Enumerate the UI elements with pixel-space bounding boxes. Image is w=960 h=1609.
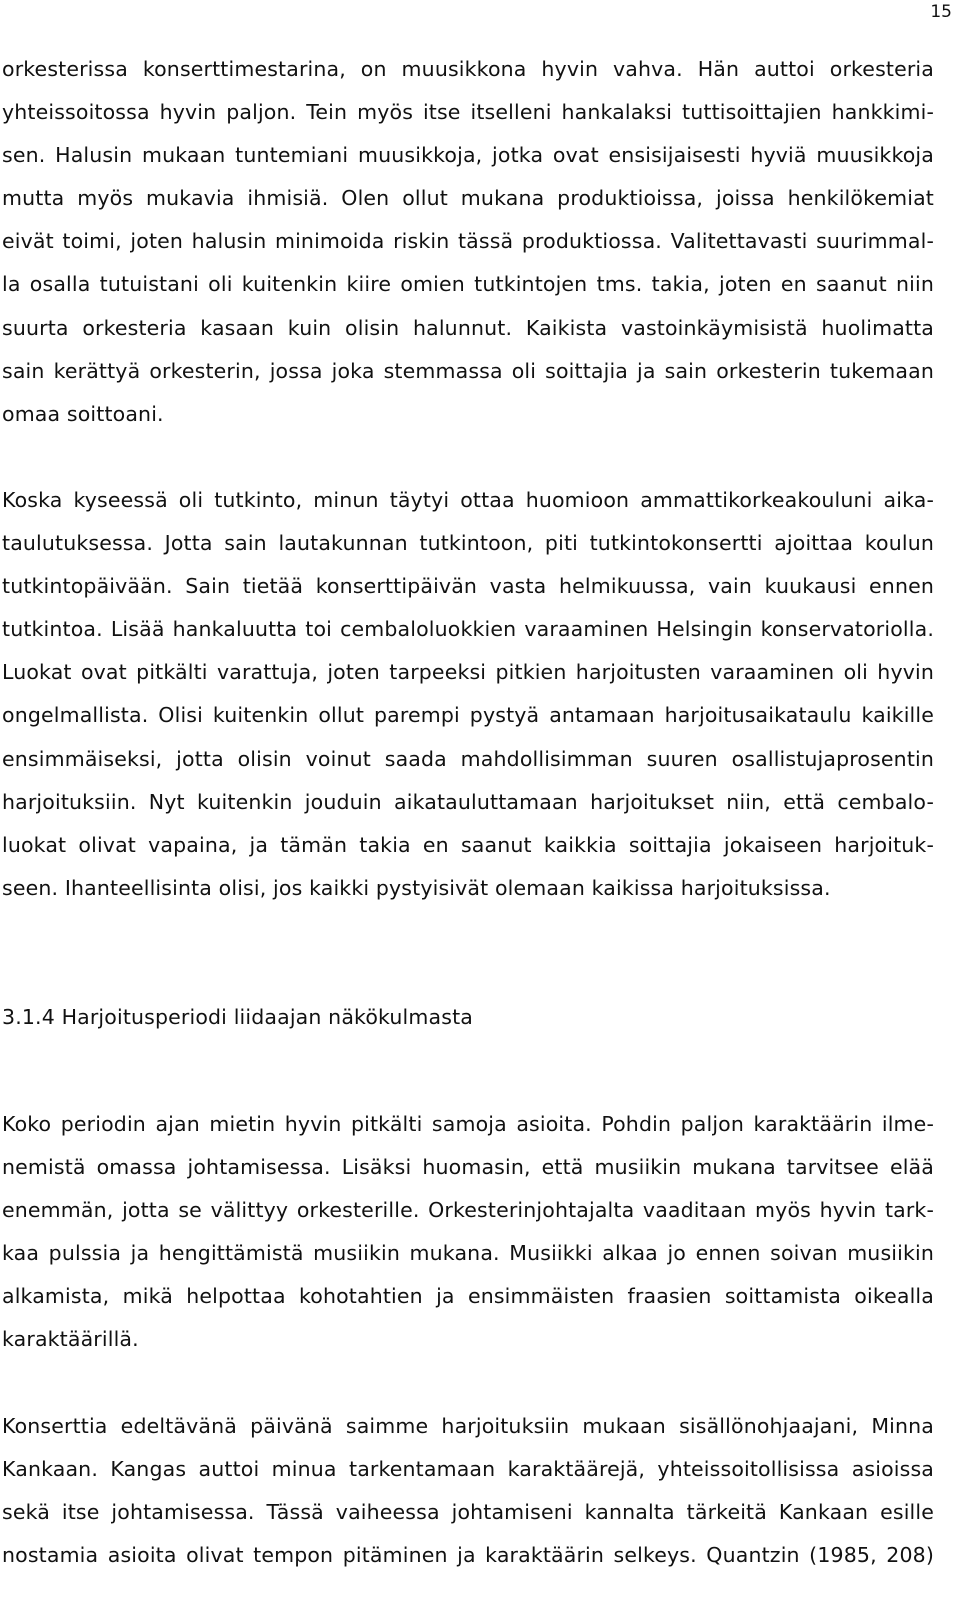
section-heading: 3.1.4 Harjoitusperiodi liidaajan näkökulmasta — [2, 1004, 473, 1029]
text-line: taulutuksessa. Jotta sain lautakunnan tutkintoon, piti tutkintokonsertti ajoittaa koulun — [2, 531, 934, 556]
text-line: la osalla tutuistani oli kuitenkin kiire omien tutkintojen tms. takia, joten en saanut niin — [2, 272, 934, 297]
section-gap — [2, 1039, 934, 1103]
document-body — [2, 48, 934, 1577]
text-line: Luokat ovat pitkälti varattuja, joten tarpeeksi pitkien harjoitusten varaaminen oli hyvin — [2, 660, 934, 685]
text-line: yhteissoitossa hyvin paljon. Tein myös itse itselleni hankalaksi tuttisoittajien hankkimi- — [2, 100, 934, 125]
text-line: mutta myös mukavia ihmisiä. Olen ollut mukana produktioissa, joissa henkilökemiat — [2, 186, 934, 211]
text-line: nostamia asioita olivat tempon pitäminen ja karaktäärin selkeys. Quantzin (1985, 208) — [2, 1542, 934, 1567]
text-line: tutkintopäivään. Sain tietää konserttipäivän vasta helmikuussa, vain kuukausi ennen — [2, 574, 934, 599]
text-line: harjoituksiin. Nyt kuitenkin jouduin aikatauluttamaan harjoitukset niin, että cembalo- — [2, 789, 934, 814]
text-line: Kankaan. Kangas auttoi minua tarkentamaan karaktäärejä, yhteissoitollisissa asioissa — [2, 1456, 934, 1481]
paragraph — [2, 1103, 934, 1362]
paragraph — [2, 479, 934, 910]
text-line: luokat olivat vapaina, ja tämän takia en saanut kaikkia soittajia jokaiseen harjoituk- — [2, 832, 934, 857]
text-line: omaa soittoani. — [2, 401, 164, 426]
paragraph-gap — [2, 436, 934, 479]
text-line: ongelmallista. Olisi kuitenkin ollut parempi pystyä antamaan harjoitusaikataulu kaikille — [2, 703, 934, 728]
page-number: 15 — [930, 2, 952, 22]
text-line: Koska kyseessä oli tutkinto, minun täytyi ottaa huomioon ammattikorkeakouluni aika- — [2, 487, 934, 512]
section-gap — [2, 974, 934, 996]
text-line: seen. Ihanteellisinta olisi, jos kaikki pystyisivät olemaan kaikissa harjoituksissa. — [2, 875, 831, 900]
paragraph — [2, 1405, 934, 1577]
paragraph-gap — [2, 1362, 934, 1405]
text-line: karaktäärillä. — [2, 1327, 139, 1352]
text-line: sain kerättyä orkesterin, jossa joka stemmassa oli soittajia ja sain orkesterin tukemaan — [2, 358, 934, 383]
section-gap — [2, 910, 934, 974]
text-line: sekä itse johtamisessa. Tässä vaiheessa johtamiseni kannalta tärkeitä Kankaan esille — [2, 1499, 934, 1524]
text-line: alkamista, mikä helpottaa kohotahtien ja ensimmäisten fraasien soittamista oikealla — [2, 1284, 934, 1309]
text-line: sen. Halusin mukaan tuntemiani muusikkoja, jotka ovat ensisijaisesti hyviä muusikkoja — [2, 143, 934, 168]
paragraph — [2, 48, 934, 436]
text-line: enemmän, jotta se välittyy orkesterille. Orkesterinjohtajalta vaaditaan myös hyvin tark- — [2, 1198, 934, 1223]
text-line: suurta orkesteria kasaan kuin olisin halunnut. Kaikista vastoinkäymisistä huolimatta — [2, 315, 934, 340]
text-line: ensimmäiseksi, jotta olisin voinut saada mahdollisimman suuren osallistujaprosentin — [2, 746, 934, 771]
text-line: tutkintoa. Lisää hankaluutta toi cembaloluokkien varaaminen Helsingin konservatoriolla. — [2, 617, 934, 642]
text-line: kaa pulssia ja hengittämistä musiikin mukana. Musiikki alkaa jo ennen soivan musiikin — [2, 1241, 934, 1266]
text-line: nemistä omassa johtamisessa. Lisäksi huomasin, että musiikin mukana tarvitsee elää — [2, 1155, 934, 1180]
text-line: Konserttia edeltävänä päivänä saimme harjoituksiin mukaan sisällönohjaajani, Minna — [2, 1413, 934, 1438]
text-line: orkesterissa konserttimestarina, on muusikkona hyvin vahva. Hän auttoi orkesteria — [2, 57, 934, 81]
text-line: Koko periodin ajan mietin hyvin pitkälti samoja asioita. Pohdin paljon karaktäärin ilme- — [2, 1111, 934, 1136]
text-line: eivät toimi, joten halusin minimoida riskin tässä produktiossa. Valitettavasti suurimmal- — [2, 229, 934, 254]
